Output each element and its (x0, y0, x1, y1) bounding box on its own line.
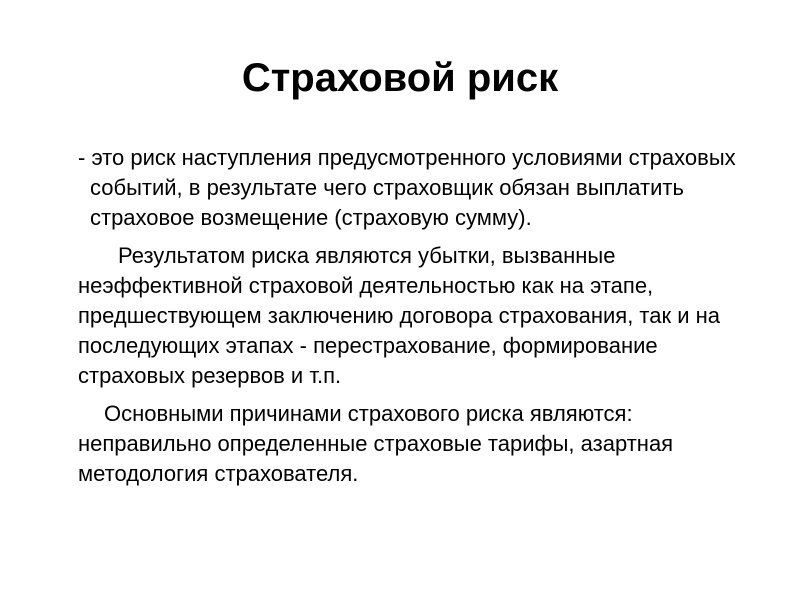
causes-paragraph: Основными причинами страхового риска являются: неправильно определенные страховые тарифы, азартная методология страхователя. (78, 401, 674, 486)
slide-body (78, 143, 768, 489)
definition-paragraph: - это риск наступления предусмотренного условиями страховых событий, в результате чего страховщик обязан выплатить страховое возмещение (страховую сумму). (78, 145, 736, 230)
result-paragraph: Результатом риска являются убытки, вызванные неэффективной страховой деятельностью как на этапе, предшествующем заключению договора страхования, так и на последующих этапах - перестрахование, формирование страховых резервов и т.п. (78, 243, 721, 388)
slide-title: Страховой риск (241, 56, 559, 100)
